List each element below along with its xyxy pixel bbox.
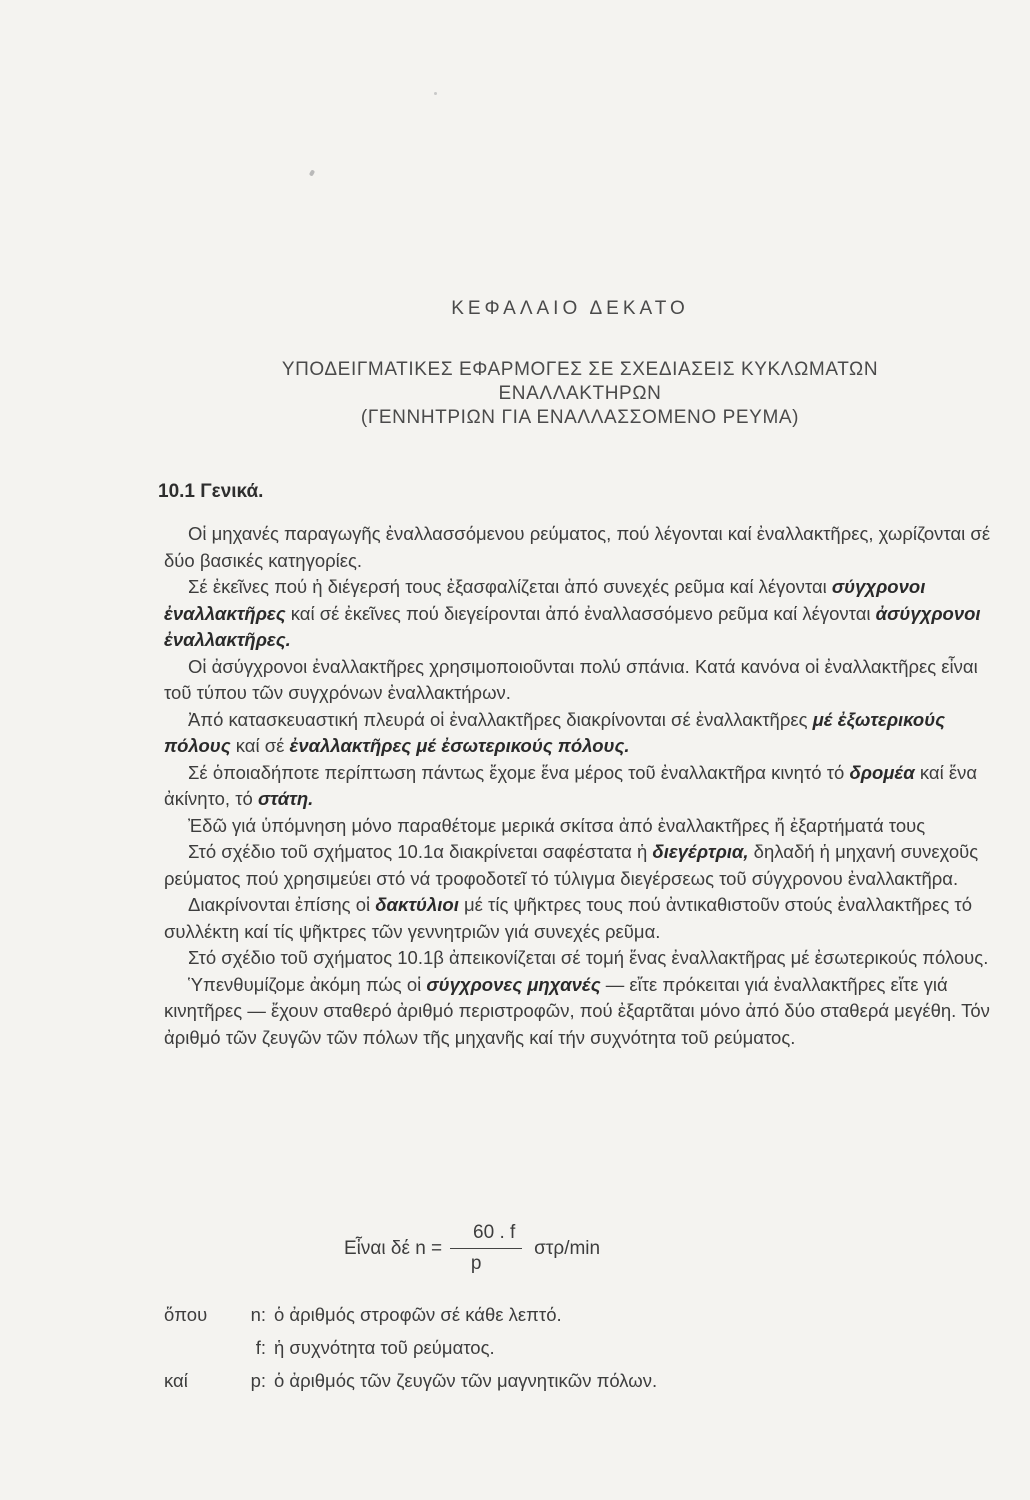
emphasis: δρομέα: [849, 761, 915, 783]
definition-text: ὁ ἀριθμός στροφῶν σέ κάθε λεπτό.: [274, 1304, 562, 1325]
formula-denominator: p: [470, 1253, 482, 1274]
definition-text: ἡ συχνότητα τοῦ ρεύματος.: [274, 1337, 495, 1358]
chapter-title: [0, 358, 1030, 430]
definition-text: ὁ ἀριθμός τῶν ζευγῶν τῶν μαγνητικῶν πόλων.: [274, 1370, 658, 1391]
formula-numerator: 60 . f: [473, 1222, 516, 1243]
emphasis: μέ ἐξωτερικούς πόλους: [164, 708, 946, 756]
paragraph: Στό σχέδιο τοῦ σχήματος 10.1β ἀπεικονίζεται σέ τομή ἕνας ἐναλλακτῆρας μέ ἐσωτερικούς πόλους.: [188, 947, 989, 968]
text-run: μέ τίς ψῆκτρες τους πού ἀντικαθιστοῦν στούς ἐναλλακτῆρες τό συλλέκτη καί τίς ψῆκτρες τῶν γεννητριῶν γιά συνεχές ρεῦμα.: [164, 894, 972, 942]
paragraph: [164, 707, 1002, 760]
text-run: Σέ ἐκεῖνες πού ἡ διέγερσή τους ἐξασφαλίζεται ἀπό συνεχές ρεῦμα καί λέγονται: [188, 576, 832, 597]
paragraph: [164, 839, 1002, 892]
emphasis: στάτη.: [257, 788, 314, 809]
paragraph: [164, 574, 1002, 654]
definition-row: [164, 1298, 657, 1331]
text-run: Στό σχέδιο τοῦ σχήματος 10.1α διακρίνεται σαφέστατα ἡ: [188, 841, 653, 862]
text-run: Διακρίνονται ἐπίσης οἱ: [188, 894, 376, 915]
paragraph: Οἱ ἀσύγχρονοι ἐναλλακτῆρες χρησιμοποιοῦνται πολύ σπάνια. Κατά κανόνα οἱ ἐναλλακτῆρες εἶναι τοῦ τύπου τῶν συγχρόνων ἐναλλακτήρων.: [164, 655, 978, 703]
body-text: [164, 521, 1002, 1051]
chapter-title-line: ΥΠΟΔΕΙΓΜΑΤΙΚΕΣ ΕΦΑΡΜΟΓΕΣ ΣΕ ΣΧΕΔΙΑΣΕΙΣ ΚΥΚΛΩΜΑΤΩΝ: [281, 359, 879, 380]
text-run: Σέ ὁποιαδήποτε περίπτωση πάντως ἔχομε ἕνα μέρος τοῦ ἐναλλακτῆρα κινητό τό: [188, 761, 850, 783]
text-run: — εἴτε πρόκειται γιά ἐναλλακτῆρες εἴτε γιά κινητῆρες — ἔχουν σταθερό ἀριθμό περιστροφῶν, πού ἐξαρτᾶται μόνο ἀπό δύο σταθερά μεγέθη. Τόν ἀριθμό τῶν ζευγῶν τῶν πόλων τῆς μηχανῆς καί τήν συχνότητα τοῦ ρεύματος.: [164, 973, 990, 1048]
definition-row: [164, 1331, 657, 1364]
chapter-title-line: (ΓΕΝΝΗΤΡΙΩΝ ΓΙΑ ΕΝΑΛΛΑΣΣΟΜΕΝΟ ΡΕΥΜΑ): [360, 407, 800, 428]
paragraph: Οἱ μηχανές παραγωγῆς ἐναλλασσόμενου ρεύματος, πού λέγονται καί ἐναλλακτῆρες, χωρίζονται σέ δύο βασικές κατηγορίες.: [164, 523, 991, 571]
text-run: Ἀπό κατασκευαστική πλευρά οἱ ἐναλλακτῆρες διακρίνονται σέ ἐναλλακτῆρες: [188, 708, 813, 730]
definition-lead: [164, 1331, 244, 1364]
emphasis: σύγχρονοι ἐναλλακτῆρες: [164, 576, 926, 624]
formula-lead: Εἶναι δέ n =: [344, 1237, 443, 1259]
text-run: Ὑπενθυμίζομε ἀκόμη πώς οἱ: [188, 973, 427, 995]
formula-unit: στρ/min: [534, 1237, 601, 1259]
definition-symbol: f:: [255, 1337, 266, 1358]
paragraph: [164, 972, 1002, 1052]
definition-row: [164, 1364, 657, 1397]
emphasis: σύγχρονες μηχανές: [426, 973, 601, 995]
definition-lead: ὅπου: [164, 1304, 208, 1325]
text-run: καί σέ ἐκεῖνες πού διεγείρονται ἀπό ἐναλλασσόμενο ρεῦμα καί λέγονται: [285, 602, 876, 624]
definition-symbol: n:: [250, 1304, 266, 1325]
paragraph: [164, 892, 1002, 945]
rpm-formula: [344, 1222, 600, 1275]
definition-symbol: p:: [250, 1370, 266, 1391]
formula-fraction: [450, 1222, 522, 1275]
paragraph: [164, 760, 1002, 813]
text-run: δηλαδή ἡ μηχανή συνεχοῦς ρεύματος πού χρησιμεύει στό νά τροφοδοτεῖ τό τύλιγμα διεγέρσεως τοῦ σύγχρονου ἐναλλακτῆρα.: [164, 841, 979, 889]
definition-lead: καί: [164, 1370, 188, 1391]
ink-speck: [434, 92, 437, 95]
text-run: καί σέ: [230, 735, 290, 756]
chapter-heading: ΚΕΦΑΛΑΙΟ ΔΕΚΑΤΟ: [451, 298, 689, 319]
emphasis: δακτύλιοι: [375, 894, 459, 915]
emphasis: ἐναλλακτῆρες μέ ἐσωτερικούς πόλους.: [289, 735, 630, 756]
paragraph: Ἐδῶ γιά ὑπόμνηση μόνο παραθέτομε μερικά σκίτσα ἀπό ἐναλλακτῆρες ἤ ἐξαρτήματά τους: [188, 814, 926, 836]
section-heading: 10.1 Γενικά.: [158, 481, 264, 502]
emphasis: διεγέρτρια,: [652, 841, 749, 862]
emphasis: ἀσύγχρονοι ἐναλλακτῆρες.: [164, 602, 981, 650]
variable-definitions: [164, 1298, 657, 1397]
chapter-title-line: ΕΝΑΛΛΑΚΤΗΡΩΝ: [498, 383, 662, 404]
ink-speck: [309, 169, 315, 176]
text-run: καί ἕνα ἀκίνητο, τό: [164, 761, 978, 809]
